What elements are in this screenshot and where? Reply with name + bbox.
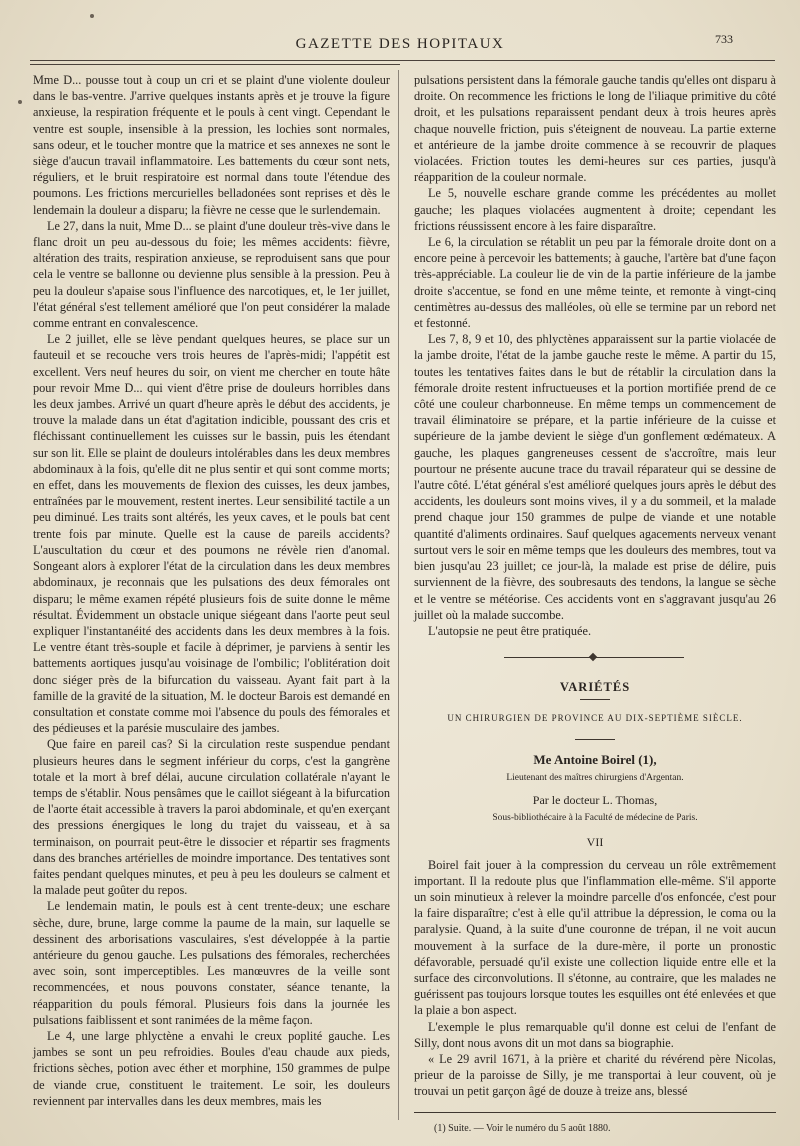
header-rule-left <box>30 64 400 65</box>
page-number: 733 <box>715 32 733 46</box>
subtitle-rule <box>575 739 615 740</box>
paragraph: Le 6, la circulation se rétablit un peu par la fémorale droite dont on a encore peine à percevoir les battements; à gauche, l'artère bat d'une façon très-appréciable. La couleur lie de vin de la partie inférieure de la jambe droite s'accentue, se fond en une même teinte, et remonte à vingt-cinq centimètres au-dessus des malléoles, où elle se termine par un rebord net et festonné. <box>414 235 776 331</box>
section-ornament <box>414 649 776 665</box>
paragraph: Le 2 juillet, elle se lève pendant quelques heures, se place sur un fauteuil et se recouche vers trois heures de l'après-midi; l'appétit est excellent. Vers neuf heures du soir, on vient me chercher en toute hâte pour revoir Mme D... qui vient d'être prise de douleurs horribles dans les deux jambes. Arrivé un quart d'heure après le début des accidents, je trouve la malade dans un état d'agitation indicible, poussant des cris et fléchissant continuellement les cuisses sur le bassin, puis les étendant sur son lit. Elle se plaint de douleurs intolérables dans les deux membres abdominaux à la fois, qu'elle dit ne plus sentir et qui sont comme morts; en effet, dans les mouvements de flexion des cuisses, les deux jambes, entraînées par le mouvement, restent inertes. Leur sensibilité tactile a un peu diminué. Les traits sont altérés, les yeux caves, et le pouls bat cent trente fois par minute. Quelle est la cause de pareils accidents? L'auscultation du cœur et des poumons ne révèle rien d'anomal. Songeant alors à explorer l'état de la circulation dans les deux membres abdominaux, je reconnais que les pulsations des deux fémorales ont disparu; le même examen répété plusieurs fois de suite donne le même résultat. Évidemment un obstacle unique siégeant dans l'aorte peut seul expliquer l'instantanéité des accidents dans les deux membres à la fois. Le ventre étant très-souple et facile à déprimer, je parviens à sentir les battements aortiques jusqu'au voisinage de l'ombilic; l'oblitération doit donc siéger près de la bifurcation du vaisseau. Ayant fait part à la famille de la gravité de la situation, M. le docteur Barois est demandé en consultation et constate comme moi l'absence du pouls des fémorales et des pédieuses et la parésie musculaire des jambes. <box>33 332 390 736</box>
right-column <box>414 72 776 1100</box>
ornament-diamond <box>589 653 597 661</box>
footnote-rule <box>414 1112 776 1113</box>
paragraph: Mme D... pousse tout à coup un cri et se plaint d'une violente douleur dans le bas-ventre. J'arrive quelques instants après et je trouve la figure anxieuse, la respiration fréquente et le pouls à cent vingt. Cependant le ventre est souple, insensible à la pression, les lochies sont normales, sans odeur, et le toucher montre que la matrice et ses annexes ne sont le siège d'aucun travail inflammatoire. Les battements du cœur sont nets, réguliers, et le bruit respiratoire est normal dans toute l'étendue des poumons. Les frictions mercurielles belladonées sont reprises et dès le lendemain la douleur a disparu; la fièvre ne cesse que le surlendemain. <box>33 73 390 217</box>
paragraph: pulsations persistent dans la fémorale gauche tandis qu'elles ont disparu à droite. On recommence les frictions le long de l'iliaque primitive du côté droit, et les pulsations reparaissent pendant deux à trois heures après chaque nouvelle friction, puis s'éteignent de nouveau. La partie externe et antérieure de la jambe droite commence à se recouvrir de plaques violacées. Friction toutes les demi-heures sur ces parties, jusqu'à réapparition de la couleur normale. <box>414 73 776 185</box>
paragraph: L'exemple le plus remarquable qu'il donne est celui de l'enfant de Silly, dont nous avons dit un mot dans sa biographie. <box>414 1019 776 1050</box>
paragraph: Le lendemain matin, le pouls est à cent trente-deux; une eschare sèche, dure, brune, large comme la paume de la main, sur laquelle se dessinent des arborisations vasculaires, s'est développée à la partie antérieure du genou gauche. Les pulsations des fémorales, recherchées avec soin, sont imperceptibles. Les manœuvres de la veille sont recommencées, et nous pouvons constater, séance tenante, la réapparition du pouls fémoral. Plusieurs fois dans la journée les pulsations faiblissent et sont ranimées de la même façon. <box>33 899 390 1027</box>
article-author-desc: Sous-bibliothécaire à la Faculté de médecine de Paris. <box>492 813 698 824</box>
paragraph: « Le 29 avril 1671, à la prière et charité du révérend père Nicolas, prieur de la paroisse de Silly, je me transportai à leur couvent, où je trouvai un petit garçon âgé de douze à treize ans, blessé <box>414 1051 776 1099</box>
section-title: VARIÉTÉS <box>559 680 631 695</box>
left-column <box>33 72 390 1109</box>
page-header-title: GAZETTE DES HOPITAUX <box>295 36 505 52</box>
paragraph: Le 4, une large phlyctène a envahi le creux poplité gauche. Les jambes se sont un peu refroidies. Boules d'eau chaude aux pieds, frictions sèches, potion avec éther et morphine, 150 grammes de pulpe de viande crue, constituent le traitement. Le soir, les douleurs reviennent par intervalles dans les deux membres, mais les <box>33 1028 390 1108</box>
article-subject-desc: Lieutenant des maîtres chirurgiens d'Argentan. <box>506 772 684 783</box>
chapter-number: VII <box>586 835 604 850</box>
margin-mark <box>90 14 94 18</box>
paragraph: Le 5, nouvelle eschare grande comme les précédentes au mollet gauche; les plaques violacées augmentent à droite; cependant les frictions réussissent encore à les faire disparaître. <box>414 186 776 233</box>
header-rule <box>30 60 775 61</box>
paragraph: Les 7, 8, 9 et 10, des phlyctènes apparaissent sur la partie violacée de la jambe droite, l'état de la jambe gauche reste le même. A partir du 15, toutes les tentatives faites dans le but de rétablir la circulation dans la fémorale droite restent infructueuses et la portion mortifiée prend de ce côté une couleur charbonneuse. En même temps un commencement de travail éliminatoire se prépare, et la partie inférieure de la cuisse et supérieure de la jambe devient le siège d'un gonflement œdémateux. A gauche, les plaques gangreneuses cessent de s'accroître, mais leur pourtour ne présente aucune trace du travail réparateur qui se dessine de l'autre côté. L'état général s'est amélioré quelques jours après le début des accidents, les douleurs sont moins vives, il y a du sommeil, et la malade prend chaque jour 150 grammes de pulpe de viande et une notable quantité d'aliments ordinaires. Sauf quelques agacements nerveux venant surtout vers le soir en même temps que les douleurs des membres, tout va bien jusqu'au 23 juillet; ce jour-là, la malade est prise de délire, puis surviennent de la fièvre, des soubresauts des tendons, la langue se sèche et le ventre se météorise. Ces accidents vont en s'aggravant jusqu'au 26 juillet où la malade succombe. <box>414 332 776 622</box>
article-author: Par le docteur L. Thomas, <box>532 792 658 807</box>
section-title-rule <box>580 699 610 700</box>
section-subtitle: UN CHIRURGIEN DE PROVINCE AU DIX-SEPTIÈME SIÈCLE. <box>447 713 743 724</box>
paragraph: Le 27, dans la nuit, Mme D... se plaint d'une douleur très-vive dans le flanc droit un peu au-dessous du foie; les mêmes accidents: fièvre, altération des traits, respiration anxieuse, se reproduisent sans que pour cela le ventre se ballonne ou devienne plus sensible à la pression. Peu à peu la douleur s'apaise sous l'influence des narcotiques, et, le 1er juillet, l'état général s'est tellement amélioré que l'on peut considérer la malade comme entrant en convalescence. <box>33 218 390 331</box>
paragraph: L'autopsie ne peut être pratiquée. <box>428 623 592 638</box>
paragraph: Boirel fait jouer à la compression du cerveau un rôle extrêmement important. Il la redoute plus que l'inflammation elle-même. S'il apporte un soin minutieux à relever la moindre parcelle d'os enfoncée, c'est pour la faire disparaître; c'est à elle qu'il attribue la dépression, le coma ou la paralysie. Quand, à la suite d'une couronne de trépan, il ne voit aucun mouvement à la surface de la dure-mère, il porte un pronostic défavorable, persuadé qu'il existe une collection liquide entre elle et la surface des circonvolutions. Il s'étonne, au contraire, que les malades ne guérissent pas toujours lorsque toutes les esquilles ont été enlevées et que la plaie a bon aspect. <box>414 857 776 1018</box>
article-subject-name: Me Antoine Boirel (1), <box>533 751 657 767</box>
footnote: (1) Suite. — Voir le numéro du 5 août 1880. <box>434 1123 611 1134</box>
paragraph: Que faire en pareil cas? Si la circulation reste suspendue pendant plusieurs heures dans le segment inférieur du corps, c'est la gangrène totale et la mort à bref délai, aucune circulation collatérale n'ayant le temps de s'établir. Nous pensâmes que le caillot siégeant à la bifurcation de l'aorte était accessible à travers la paroi abdominale, et qu'en exerçant des pressions énergiques le long du trajet du vaisseau, et à sa terminaison, on pourrait peut-être le dissocier et répartir ses fragments dans des branches artérielles de moindre importance. Des tentatives sont faites pendant quelques minutes, et peu à peu les douleurs se calment et la malade peut goûter du repos. <box>33 737 390 898</box>
margin-mark <box>18 100 22 104</box>
column-divider <box>398 70 399 1120</box>
